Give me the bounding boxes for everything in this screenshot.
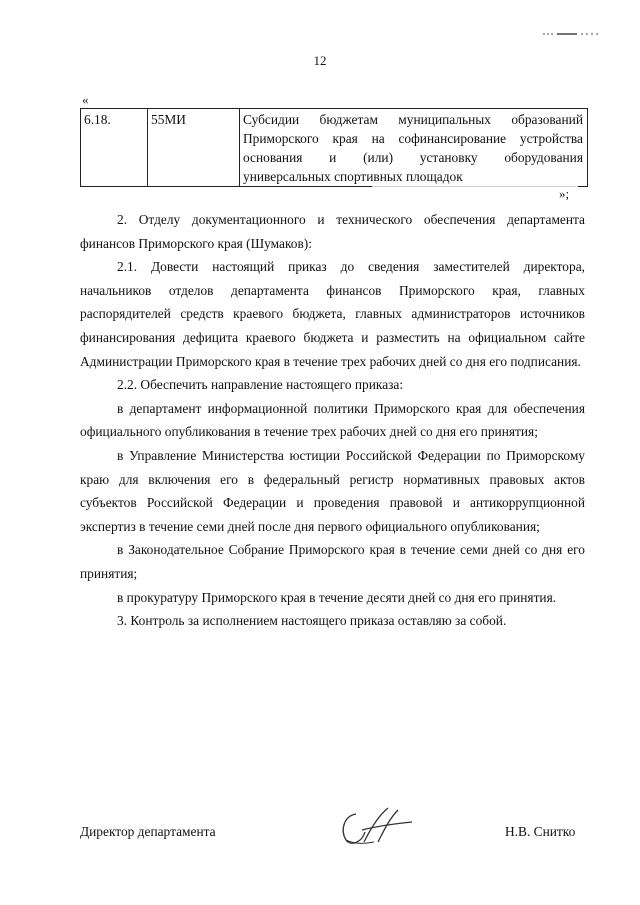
paragraph: в Управление Министерства юстиции Российской Федерации по Приморскому краю для включения его в федеральный регистр нормативных правовых актов субъектов Российской Федерации и проведения правовой и антикоррупционной экспертиз в течение семи дней после дня первого официального опубликования; bbox=[80, 447, 585, 534]
scan-artifact-line bbox=[372, 186, 578, 187]
row-code-cell: 55МИ bbox=[148, 109, 240, 187]
close-quote: »; bbox=[559, 186, 570, 201]
table-row bbox=[81, 109, 588, 187]
description-line: основания и (или) установку оборудования bbox=[243, 150, 583, 165]
paragraph: в департамент информационной политики Приморского края для обеспечения официального опубликования в течение трех рабочих дней со дня его принятия; bbox=[80, 400, 585, 440]
paragraph: в прокуратуру Приморского края в течение десяти дней со дня его принятия. bbox=[117, 589, 557, 605]
description-line: Приморского края на софинансирование устройства bbox=[243, 131, 583, 146]
amendment-table bbox=[80, 108, 588, 187]
row-number-cell: 6.18. bbox=[81, 109, 148, 187]
description-line: универсальных спортивных площадок bbox=[243, 169, 463, 184]
signatory-title: Директор департамента bbox=[80, 824, 216, 839]
paragraph: 2.2. Обеспечить направление настоящего приказа: bbox=[117, 377, 404, 393]
paragraph: в Законодательное Собрание Приморского края в течение семи дней со дня его принятия; bbox=[80, 542, 585, 581]
page-number: 12 bbox=[313, 53, 327, 68]
signatory-name: Н.В. Снитко bbox=[505, 824, 576, 839]
scan-corner-mark bbox=[543, 32, 599, 36]
paragraph: 2. Отделу документационного и технического обеспечения департамента финансов Приморского края (Шумаков): bbox=[80, 212, 585, 251]
row-description-cell bbox=[240, 109, 588, 187]
description-line: Субсидии бюджетам муниципальных образований bbox=[243, 112, 583, 127]
open-quote: « bbox=[82, 92, 89, 107]
paragraph: 2.1. Довести настоящий приказ до сведения заместителей директора, начальников отделов департамента финансов Приморского края, главных распорядителей средств краевого бюджета, главных администраторов источников финансирования дефицита краевого бюджета и разместить на официальном сайте Администрации Приморского края в течение трех рабочих дней со дня его подписания. bbox=[80, 259, 585, 369]
paragraph: 3. Контроль за исполнением настоящего приказа оставляю за собой. bbox=[117, 613, 507, 629]
document-body bbox=[80, 208, 585, 633]
signature-icon bbox=[334, 802, 416, 852]
